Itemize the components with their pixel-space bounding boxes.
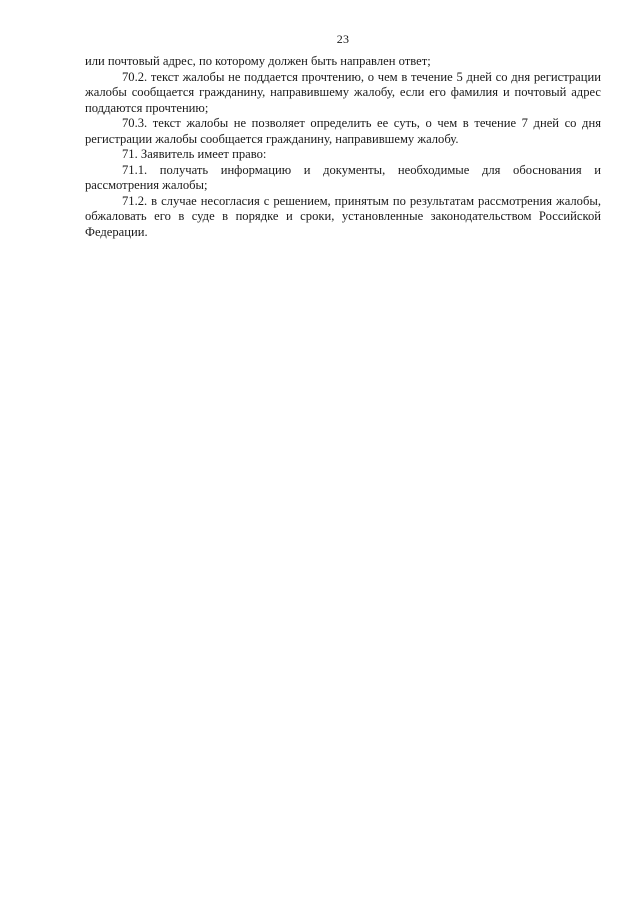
page-number: 23 <box>336 32 350 46</box>
paragraph-continuation: или почтовый адрес, по которому должен быть направлен ответ; <box>85 54 431 68</box>
paragraph-71: 71. Заявитель имеет право: <box>122 147 267 161</box>
paragraph-70-3: 70.3. текст жалобы не позволяет определить ее суть, о чем в течение 7 дней со дня регистрации жалобы сообщается гражданину, направившему жалобу. <box>85 116 601 146</box>
paragraph-71-2: 71.2. в случае несогласия с решением, принятым по результатам рассмотрения жалобы, обжаловать его в суде в порядке и сроки, установленные законодательством Российской Федерации. <box>85 193 601 239</box>
paragraph-70-2: 70.2. текст жалобы не поддается прочтению, о чем в течение 5 дней со дня регистрации жалобы сообщается гражданину, направившему жалобу, если его фамилия и почтовый адрес поддаются прочтению; <box>85 69 601 115</box>
document-body <box>85 54 601 240</box>
paragraph-71-1: 71.1. получать информацию и документы, необходимые для обоснования и рассмотрения жалобы; <box>85 162 601 192</box>
